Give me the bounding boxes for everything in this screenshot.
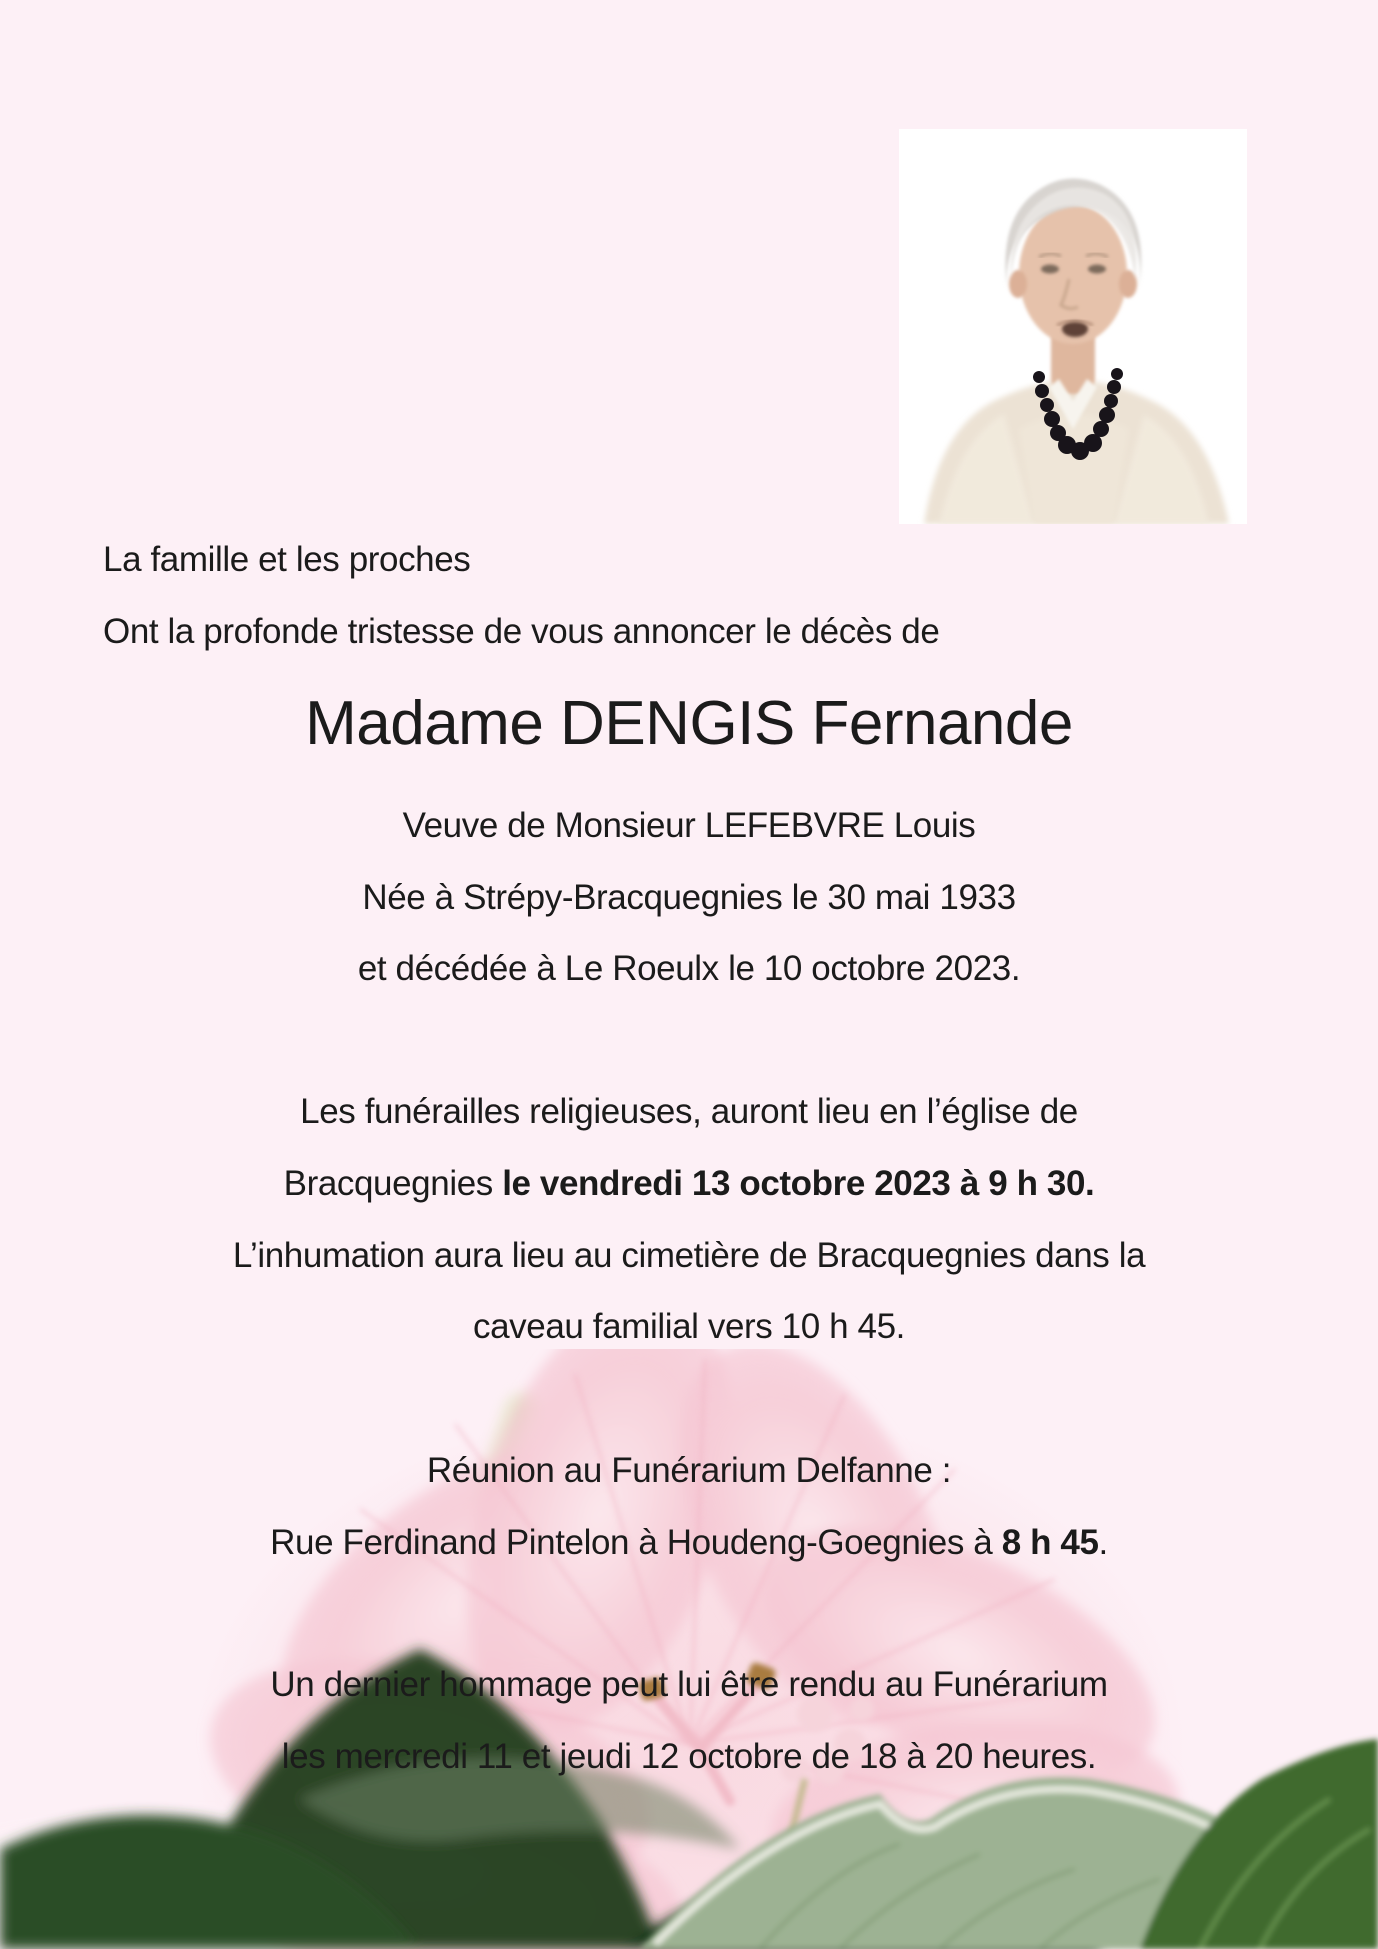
funeral-line-4: caveau familial vers 10 h 45. <box>473 1307 905 1346</box>
gathering-line-1: Réunion au Funérarium Delfanne : <box>426 1451 952 1490</box>
deceased-name-title: Madame DENGIS Fernande <box>305 689 1073 758</box>
funeral-line-3: L’inhumation aura lieu au cimetière de Bracquegnies dans la <box>232 1236 1146 1275</box>
funeral-line-1: Les funérailles religieuses, auront lieu en l’église de <box>300 1092 1078 1131</box>
birth-line: Née à Strépy-Bracquegnies le 30 mai 1933 <box>362 878 1016 917</box>
gathering-time-bold: 8 h 45 <box>1001 1523 1099 1562</box>
gathering-line-2-normal: Rue Ferdinand Pintelon à Houdeng-Goegnies à <box>270 1523 1002 1562</box>
portrait-photo <box>899 129 1247 524</box>
intro-line-1: La famille et les proches <box>103 540 471 579</box>
gathering-line-2 <box>0 1523 1378 1563</box>
funeral-line-2 <box>0 1164 1378 1204</box>
funeral-line-2-normal: Bracquegnies <box>283 1164 503 1203</box>
tribute-line-2: les mercredi 11 et jeudi 12 octobre de 18 à 20 heures. <box>281 1737 1097 1776</box>
flower-decoration <box>0 1349 1378 1949</box>
death-line: et décédée à Le Roeulx le 10 octobre 2023. <box>357 949 1021 988</box>
funeral-date-bold: le vendredi 13 octobre 2023 à 9 h 30. <box>502 1164 1095 1203</box>
tribute-line-1: Un dernier hommage peut lui être rendu au Funérarium <box>270 1665 1108 1704</box>
widow-line: Veuve de Monsieur LEFEBVRE Louis <box>402 806 976 845</box>
intro-line-2: Ont la profonde tristesse de vous annoncer le décès de <box>103 612 940 651</box>
gathering-line-2-end: . <box>1098 1523 1108 1562</box>
